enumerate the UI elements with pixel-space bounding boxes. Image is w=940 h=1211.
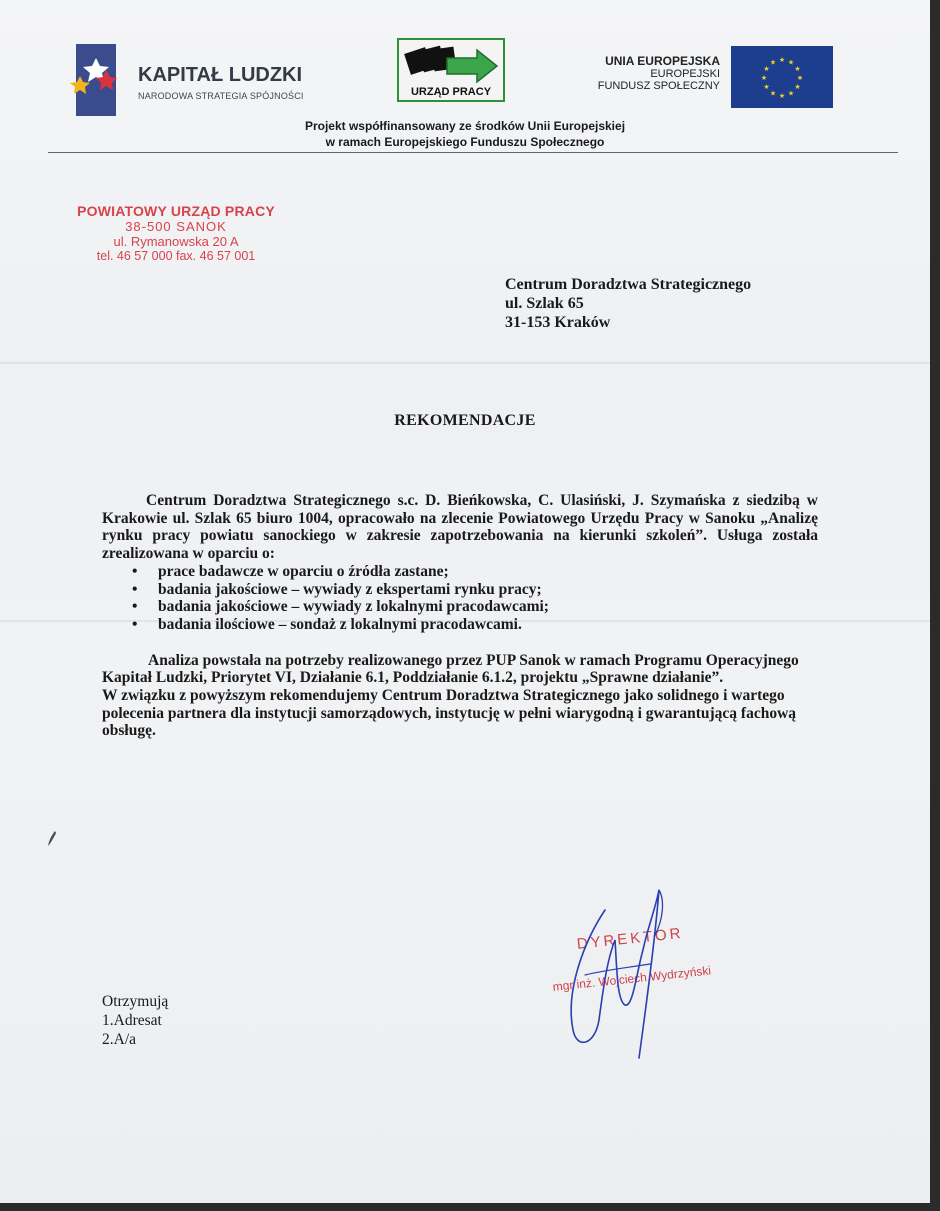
stamp-line1: POWIATOWY URZĄD PRACY (77, 203, 275, 219)
letter-body (102, 492, 818, 740)
project-line-1: Projekt współfinansowany ze środków Unii Europejskiej (304, 119, 626, 133)
kapital-ludzki-title: KAPITAŁ LUDZKI (138, 64, 303, 86)
svg-text:★: ★ (787, 89, 795, 98)
svg-text:★: ★ (787, 58, 795, 67)
office-stamp (66, 203, 286, 263)
header-divider (48, 152, 898, 153)
distribution-item-2: 2.A/a (102, 1031, 137, 1048)
svg-text:★: ★ (769, 58, 777, 67)
svg-text:★: ★ (778, 56, 786, 64)
svg-text:★: ★ (794, 83, 801, 91)
svg-text:★: ★ (794, 65, 801, 73)
stamp-line2: 38-500 SANOK (125, 219, 227, 234)
svg-text:★: ★ (763, 83, 770, 91)
distribution-heading: Otrzymują (102, 993, 169, 1010)
eu-flag-icon (731, 46, 833, 108)
recipient-address (505, 275, 751, 332)
paragraph-1: Centrum Doradztwa Strategicznego s.c. D. Bieńkowska, C. Ulasiński, J. Szymańska z siedzibą w Krakowie ul. Szlak 65 biuro 1004, opracowało na zlecenie Powiatowego Urzędu Pracy w Sanoku „Analizę rynku pracy powiatu sanockiego w zakresie zapotrzebowania na kierunki szkoleń”. Usługa została zrealizowana w oparciu o: (102, 492, 818, 563)
stamp-line3: ul. Rymanowska 20 A (113, 234, 239, 249)
paragraph-2: Analiza powstała na potrzeby realizowanego przez PUP Sanok w ramach Programu Operacyjnego Kapitał Ludzki, Priorytet VI, Działanie 6.1, Poddziałanie 6.1.2, projektu „Sprawne działanie”. (102, 651, 799, 687)
bullet-icon: • (132, 562, 138, 580)
list-item: • prace badawcze w oparciu o źródła zastane; (132, 562, 449, 580)
ink-smudge (46, 830, 58, 848)
urzad-pracy-cards-arrow-icon (399, 40, 503, 84)
paper-fold (0, 362, 930, 364)
eu-line2: EUROPEJSKI (650, 68, 720, 80)
list-item: • badania jakościowe – wywiady z lokalnymi pracodawcami; (132, 598, 549, 616)
svg-text:★: ★ (778, 92, 786, 100)
bullet-icon: • (132, 598, 138, 616)
eu-stars-icon (731, 46, 833, 108)
svg-text:★: ★ (760, 74, 768, 82)
director-stamp-name: mgr inż. Wojciech Wydrzyński (552, 963, 712, 994)
signature-icon (555, 880, 705, 1060)
paragraph-3: W związku z powyższym rekomendujemy Centrum Doradztwa Strategicznego jako solidnego i wartego polecenia partnera dla instytucji samorządowych, instytucję w pełni wiarygodną i gwarantującą fachową obsługę. (102, 687, 797, 740)
distribution-item-1: 1.Adresat (102, 1012, 162, 1029)
eu-line3: FUNDUSZ SPOŁECZNY (597, 80, 720, 92)
urzad-pracy-label: URZĄD PRACY (410, 86, 492, 98)
bullet-list (102, 563, 818, 634)
bullet-icon: • (132, 615, 138, 633)
list-item: • badania ilościowe – sondaż z lokalnymi pracodawcami. (132, 615, 522, 633)
kapital-ludzki-logo (66, 40, 326, 120)
stamp-line4: tel. 46 57 000 fax. 46 57 001 (96, 249, 256, 263)
kapital-ludzki-stars-icon (66, 40, 122, 116)
urzad-pracy-logo (397, 38, 505, 102)
bullet-icon: • (132, 580, 138, 598)
kapital-ludzki-subtitle: NARODOWA STRATEGIA SPÓJNOŚCI (138, 91, 304, 101)
eu-line1: UNIA EUROPEJSKA (605, 54, 720, 68)
svg-text:★: ★ (796, 74, 804, 82)
recipient-line2: ul. Szlak 65 (505, 295, 584, 312)
svg-text:★: ★ (763, 65, 770, 73)
document-title: REKOMENDACJE (394, 412, 536, 429)
project-line-2: w ramach Europejskiego Funduszu Społecznego (325, 135, 605, 149)
recipient-line3: 31-153 Kraków (505, 314, 611, 331)
eu-text-block (560, 54, 720, 92)
director-stamp-role: DYREKTOR (576, 924, 685, 953)
list-item: • badania jakościowe – wywiady z ekspertami rynku pracy; (132, 580, 542, 598)
recipient-line1: Centrum Doradztwa Strategicznego (505, 276, 752, 293)
distribution-list (102, 992, 168, 1049)
svg-text:★: ★ (769, 89, 777, 98)
